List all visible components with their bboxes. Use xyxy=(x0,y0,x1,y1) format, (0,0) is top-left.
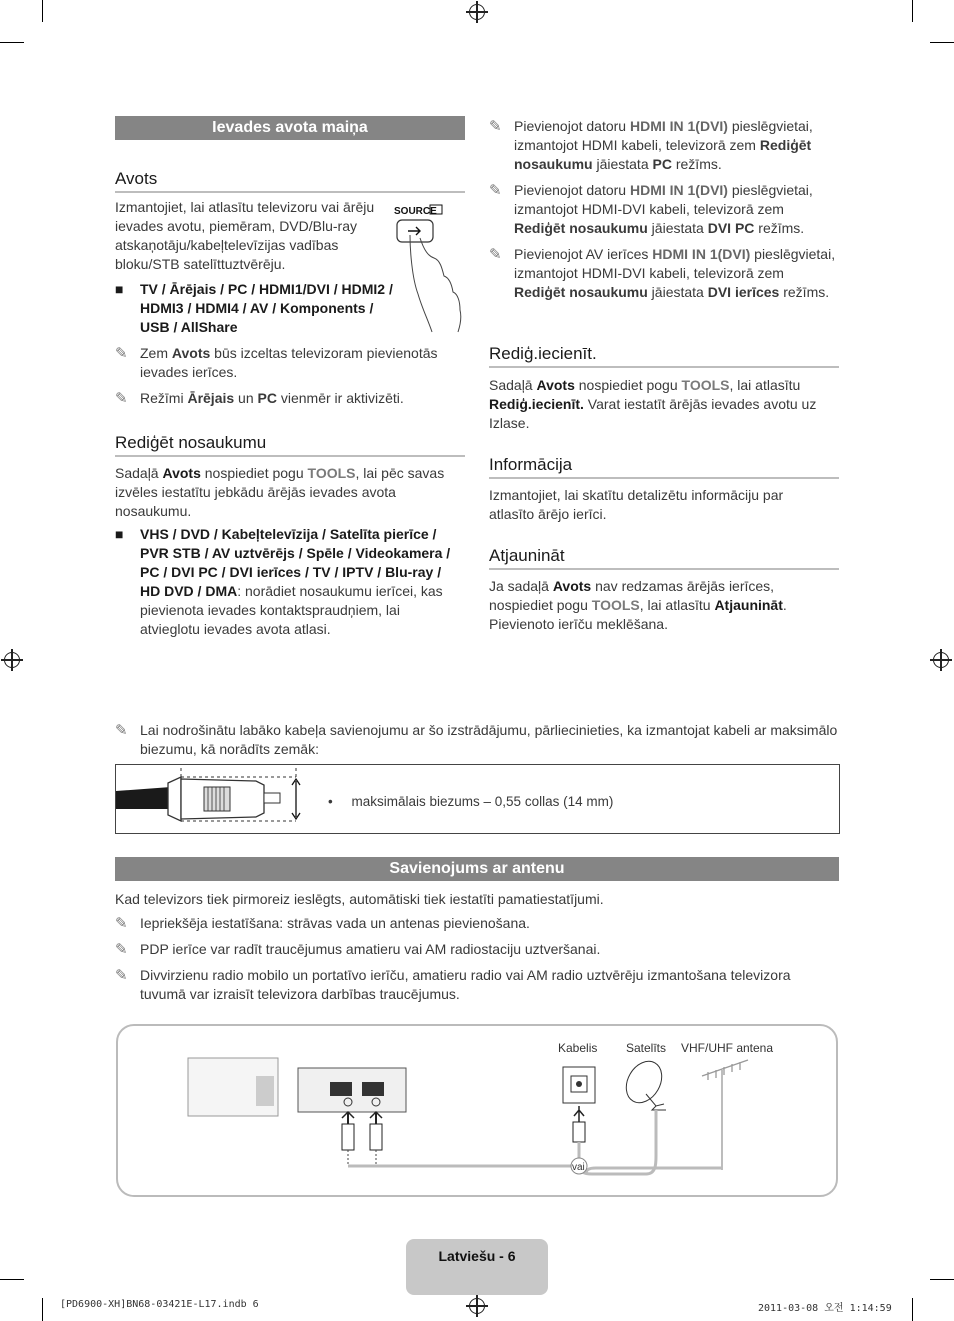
note-hdmi-pc: ✎ Pievienojot datoru HDMI IN 1(DVI) pieslēgvietai, izmantojot HDMI kabeli, televizorā zem Rediģēt nosaukumu jāiestata PC režīms. xyxy=(489,118,813,172)
source-button-hand-illustration xyxy=(390,198,470,333)
note-hdmi-dvi-pc: ✎ Pievienojot datoru HDMI IN 1(DVI) pieslēgvietai, izmantojot HDMI-DVI kabeli, televizorā zem Rediģēt nosaukumu jāiestata DVI PC režīms. xyxy=(489,182,813,236)
cable-thickness-box xyxy=(115,764,840,834)
crop-mark xyxy=(912,0,913,22)
label-cable: Kabelis xyxy=(558,1041,598,1055)
antenna-connection-diagram xyxy=(116,1024,838,1197)
square-bullet-icon: ■ xyxy=(115,281,124,297)
bullet-source-list: ■ TV / Ārējais / PC / HDMI1/DVI / HDMI2 / HDMI3 / HDMI4 / AV / Komponents / USB / AllShare xyxy=(115,281,393,335)
label-satellite: Satelīts xyxy=(626,1041,667,1055)
crop-mark xyxy=(42,1298,43,1321)
pencil-note-icon: ✎ xyxy=(115,345,128,362)
note-modes-active: ✎ Režīmi Ārējais un PC vienmēr ir aktivizēti. xyxy=(115,390,404,407)
note-hdmi-dvi-av: ✎ Pievienojot AV ierīces HDMI IN 1(DVI) pieslēgvietai, izmantojot HDMI-DVI kabeli, televizorā zem Rediģēt nosaukumu jāiestata DVI ierīces režīms. xyxy=(489,246,836,300)
bullet-device-names: ■ VHS / DVD / Kabeļtelevīzija / Satelīta pierīce / PVR STB / AV uztvērējs / Spēle / Videokamera / PC / DVI PC / DVI ierīces / TV / IPTV / Blu-ray / HD DVD / DMA: norādiet nosaukumu ierīcei, kas pievienota ievades kontaktspraudņiem, lai atvieglotu ievades avota atlasi. xyxy=(115,526,451,637)
pencil-note-icon: ✎ xyxy=(489,246,502,263)
registration-mark-icon xyxy=(469,1298,485,1314)
heading-rename: Rediģēt nosaukumu xyxy=(115,433,465,457)
crop-mark xyxy=(930,42,954,43)
cable-thickness-bullet: • maksimālais biezums – 0,55 collas (14 mm) xyxy=(328,794,614,809)
crop-mark xyxy=(42,0,43,22)
heading-avots: Avots xyxy=(115,169,465,193)
note-cable-thickness: ✎ Lai nodrošinātu labāko kabeļa savienojumu ar šo izstrādājumu, pārliecinieties, ka izmantojat kabeli ar maksimālo biezumu, kā norādīts zemāk: xyxy=(115,722,838,757)
cable-plug-illustration xyxy=(116,765,316,833)
pencil-note-icon: ✎ xyxy=(489,182,502,199)
note-antenna-1: ✎ Iepriekšēja iestatīšana: strāvas vada un antenas pievienošana. xyxy=(115,915,530,932)
edit-favourites-text: Sadaļā Avots nospiediet pogu TOOLS, lai atlasītu Rediģ.iecienīt. Varat iestatīt ārējās ievades avotu uz Izlase. xyxy=(489,377,817,431)
pencil-note-icon: ✎ xyxy=(115,915,128,932)
pencil-note-icon: ✎ xyxy=(115,967,128,984)
crop-mark xyxy=(912,1298,913,1321)
note-avots-highlight: ✎ Zem Avots būs izceltas televizoram pievienotās ievades ierīces. xyxy=(115,345,438,380)
footer-timestamp: 2011-03-08 오전 1:14:59 xyxy=(758,1303,892,1314)
pencil-note-icon: ✎ xyxy=(489,118,502,135)
pencil-note-icon: ✎ xyxy=(115,390,128,407)
antenna-intro: Kad televizors tiek pirmoreiz ieslēgts, automātiski tiek iestatīti pamatiestatījumi. xyxy=(115,891,604,907)
label-vhf-uhf-antenna: VHF/UHF antena xyxy=(681,1041,774,1055)
page-number-label: Latviešu - 6 xyxy=(406,1239,548,1295)
heading-edit-favourites: Rediģ.iecienīt. xyxy=(489,344,839,368)
bullet-dot-icon: • xyxy=(328,794,333,809)
rename-text: Sadaļā Avots nospiediet pogu TOOLS, lai pēc savas izvēles iestatītu jebkādu ārējās ievades avota nosaukumu. xyxy=(115,465,445,519)
refresh-text: Ja sadaļā Avots nav redzamas ārējās ierīces, nospiediet pogu TOOLS, lai atlasītu Atjaunināt. Pievienoto ierīču meklēšana. xyxy=(489,578,787,632)
note-antenna-2: ✎ PDP ierīce var radīt traucējumus amatieru vai AM radiostaciju uztveršanai. xyxy=(115,941,601,958)
section-banner-input-source: Ievades avota maiņa xyxy=(115,116,465,140)
section-banner-antenna: Savienojums ar antenu xyxy=(115,857,839,881)
heading-refresh: Atjaunināt xyxy=(489,546,839,570)
footer-file-info: [PD6900-XH]BN68-03421E-L17.indb 6 xyxy=(60,1299,259,1310)
pencil-note-icon: ✎ xyxy=(115,941,128,958)
source-label: SOURCE xyxy=(394,206,437,217)
pencil-note-icon: ✎ xyxy=(115,722,128,739)
information-text: Izmantojiet, lai skatītu detalizētu informāciju par atlasīto ārējo ierīci. xyxy=(489,487,784,522)
registration-mark-icon xyxy=(469,4,485,20)
registration-mark-icon xyxy=(4,652,20,668)
label-or: vai xyxy=(572,1162,585,1173)
avots-text: Izmantojiet, lai atlasītu televizoru vai ārēju ievades avotu, piemēram, DVD/Blu-ray atskaņotāju/kabeļtelevīzijas vadības bloku/STB satelīttuztvērēju. xyxy=(115,199,375,272)
note-antenna-3: ✎ Divvirzienu radio mobilo un portatīvo ierīču, amatieru radio vai AM radio uztvērēju izmantošana televizora tuvumā var izraisīt televizora darbības traucējumus. xyxy=(115,967,791,1002)
square-bullet-icon: ■ xyxy=(115,526,124,542)
crop-mark xyxy=(0,42,24,43)
heading-information: Informācija xyxy=(489,455,839,479)
crop-mark xyxy=(0,1279,24,1280)
crop-mark xyxy=(930,1279,954,1280)
registration-mark-icon xyxy=(933,652,949,668)
